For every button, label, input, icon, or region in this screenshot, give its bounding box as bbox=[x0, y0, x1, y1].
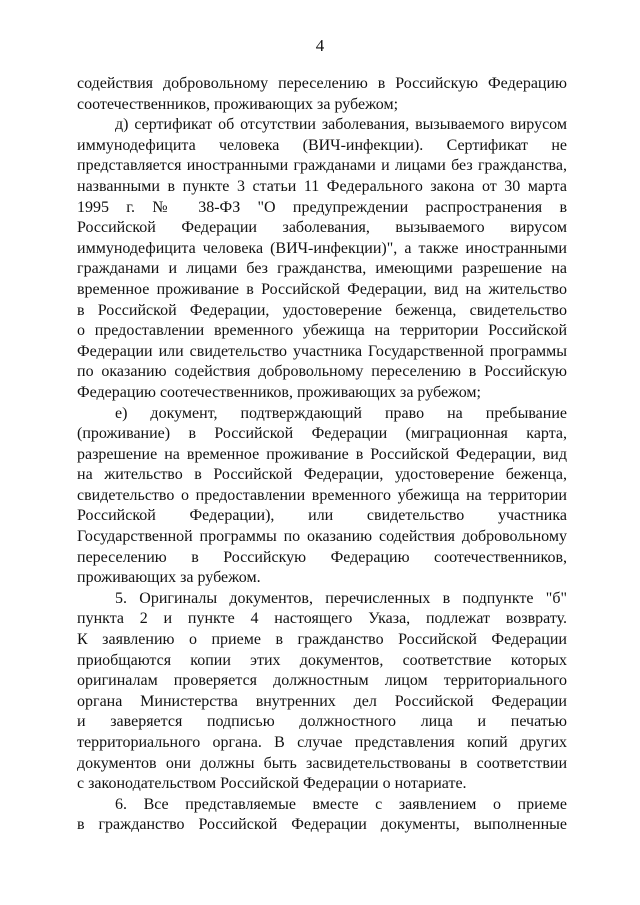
text-line: переселению в Российскую Федерацию соотечественников, bbox=[77, 548, 567, 566]
paragraph-continuation bbox=[77, 74, 567, 115]
text-line: Российской Федерации), или свидетельство участника bbox=[77, 507, 567, 525]
text-line: содействия добровольному переселению в Российскую Федерацию bbox=[77, 75, 567, 92]
text-line: на жительство в Российской Федерации, удостоверение беженца, bbox=[77, 466, 567, 484]
text-line: е) документ, подтверждающий право на пребывание bbox=[115, 404, 567, 422]
text-line: оригиналам проверяется должностным лицом территориального bbox=[77, 672, 567, 690]
text-line: гражданами и лицами без гражданства, имеющими разрешение на bbox=[77, 260, 567, 278]
text-line: пункта 2 и пункте 4 настоящего Указа, подлежат возврату. bbox=[77, 610, 567, 628]
paragraph-item-d bbox=[77, 115, 567, 403]
text-line: иммунодефицита человека (ВИЧ-инфекции)", а также иностранными bbox=[77, 239, 567, 257]
text-line: Федерацию соотечественников, проживающих за рубежом; bbox=[77, 383, 481, 401]
text-line: территориального органа. В случае представления копий других bbox=[77, 734, 567, 751]
text-line: Государственной программы по оказанию содействия добровольному bbox=[77, 528, 567, 546]
text-line: д) сертификат об отсутствии заболевания, вызываемого вирусом bbox=[115, 116, 567, 134]
text-line: с законодательством Российской Федерации о нотариате. bbox=[77, 775, 467, 793]
text-line: в гражданство Российской Федерации документы, выполненные bbox=[77, 816, 567, 834]
text-line: названными в пункте 3 статьи 11 Федерального закона от 30 марта bbox=[77, 177, 567, 195]
text-line: представляется иностранными гражданами и лицами без гражданства, bbox=[77, 157, 567, 175]
text-line: и заверяется подписью должностного лица и печатью bbox=[77, 713, 567, 731]
text-line: разрешение на временное проживание в Российской Федерации, вид bbox=[77, 445, 567, 463]
text-line: проживающих за рубежом. bbox=[77, 569, 261, 587]
text-line: временное проживание в Российской Федерации, вид на жительство bbox=[77, 280, 567, 298]
text-line: органа Министерства внутренних дел Российской Федерации bbox=[77, 692, 567, 710]
text-line: 1995 г. № 38-ФЗ "О предупреждении распространения в bbox=[77, 198, 567, 216]
text-line: 5. Оригиналы документов, перечисленных в подпункте "б" bbox=[115, 589, 567, 607]
text-line: приобщаются копии этих документов, соответствие которых bbox=[77, 651, 567, 669]
text-line: Российской Федерации заболевания, вызываемого вирусом bbox=[77, 219, 567, 237]
paragraph-item-e bbox=[77, 404, 567, 589]
paragraph-item-5 bbox=[77, 589, 567, 795]
text-line: по оказанию содействия добровольному переселению в Российскую bbox=[77, 363, 567, 381]
text-line: (проживание) в Российской Федерации (миграционная карта, bbox=[77, 425, 567, 443]
text-line: соотечественников, проживающих за рубежом; bbox=[77, 95, 399, 113]
page-number: 4 bbox=[315, 36, 325, 55]
paragraph-item-6 bbox=[77, 795, 567, 836]
text-line: о предоставлении временного убежища на территории Российской bbox=[77, 322, 567, 340]
text-line: документов они должны быть засвидетельствованы в соответствии bbox=[77, 754, 567, 772]
text-line: свидетельство о предоставлении временного убежища на территории bbox=[77, 486, 567, 504]
text-line: Федерации или свидетельство участника Государственной программы bbox=[77, 342, 567, 360]
text-line: в Российской Федерации, удостоверение беженца, свидетельство bbox=[77, 301, 567, 319]
text-line: 6. Все представляемые вместе с заявлением о приеме bbox=[115, 795, 567, 813]
document-body bbox=[77, 74, 567, 836]
text-line: К заявлению о приеме в гражданство Российской Федерации bbox=[77, 631, 567, 649]
text-line: иммунодефицита человека (ВИЧ-инфекции). Сертификат не bbox=[77, 136, 567, 154]
